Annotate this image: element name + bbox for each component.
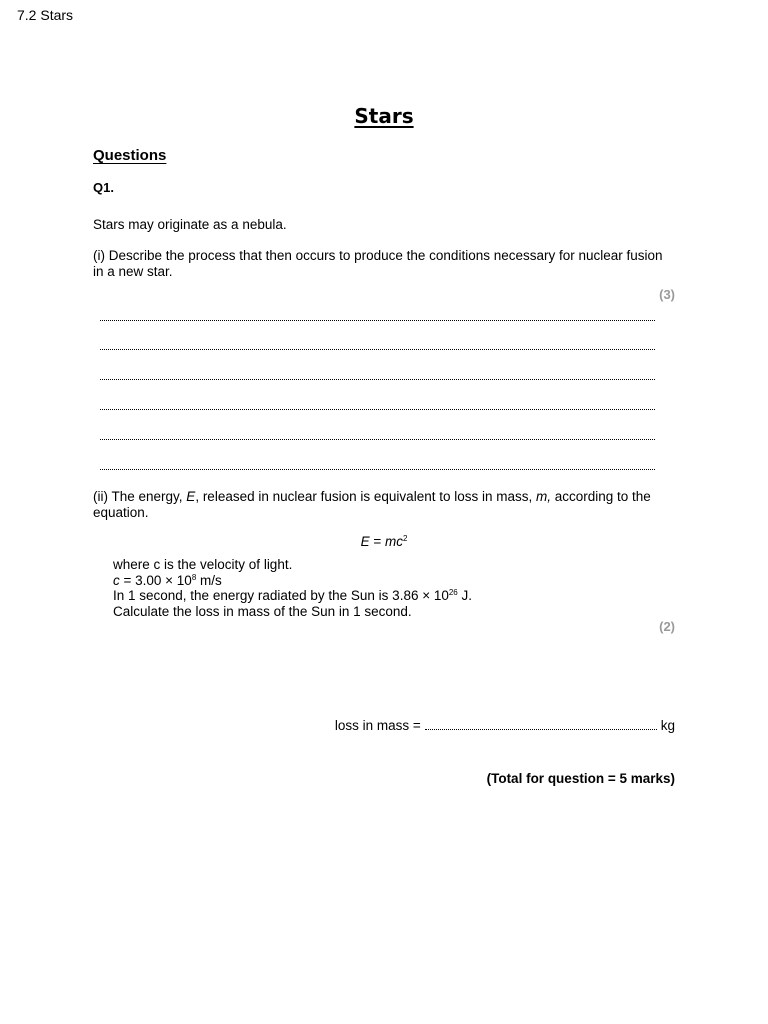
- answer-line-4[interactable]: [100, 407, 655, 410]
- answer-line-6[interactable]: [100, 467, 655, 470]
- page-header: 7.2 Stars: [17, 7, 74, 23]
- question-intro: Stars may originate as a nebula.: [93, 217, 287, 232]
- part-ii-text: (ii) The energy, E, released in nuclear fusion is equivalent to loss in mass, m, according to the equation.: [93, 489, 651, 520]
- answer-unit: kg: [660, 718, 675, 733]
- total-marks: (Total for question = 5 marks): [486, 771, 675, 786]
- question-number: Q1.: [93, 180, 114, 195]
- page-title: Stars: [354, 104, 414, 128]
- part-i-text: (i) Describe the process that then occurs to produce the conditions necessary for nuclear fusion in a new star.: [93, 248, 663, 279]
- answer-line-3[interactable]: [100, 377, 655, 380]
- answer-line-5[interactable]: [100, 437, 655, 440]
- section-heading: Questions: [93, 147, 167, 164]
- speed-of-light-value: $c = 3.00 \times 10^8$ m/s: [113, 572, 222, 588]
- part-i-marks: (3): [659, 287, 675, 302]
- equation: $E = mc^2$: [360, 534, 408, 549]
- part-ii-marks: (2): [659, 619, 675, 634]
- given-information: [113, 557, 472, 619]
- calculate-instruction: Calculate the loss in mass of the Sun in 1 second.: [113, 603, 412, 619]
- answer-line-1[interactable]: [100, 318, 655, 321]
- energy-radiated: In 1 second, the energy radiated by the Sun is $3.86 \times 10^{26}$ J.: [113, 588, 473, 604]
- answer-line-2[interactable]: [100, 347, 655, 350]
- answer-label: loss in mass =: [334, 718, 421, 733]
- velocity-note: where c is the velocity of light.: [113, 557, 293, 572]
- answer-blank[interactable]: [425, 719, 657, 730]
- loss-in-mass-answer: [335, 718, 675, 733]
